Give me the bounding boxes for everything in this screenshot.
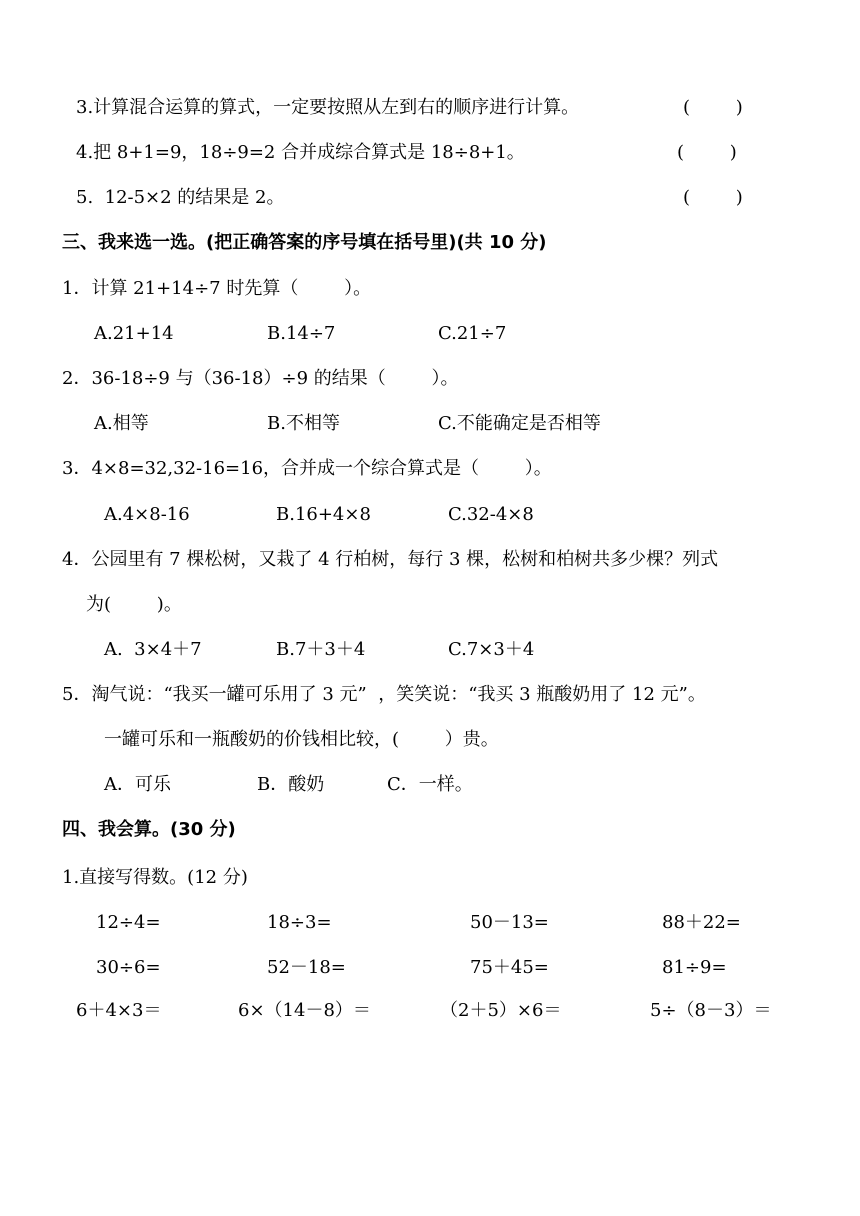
- calc-item: 18÷3=: [267, 912, 332, 933]
- option-b[interactable]: B.16+4×8: [276, 504, 371, 525]
- option-a[interactable]: A.21+14: [94, 323, 174, 344]
- answer-paren-5[interactable]: ( ): [683, 187, 743, 208]
- option-c[interactable]: C.21÷7: [438, 323, 507, 344]
- option-a[interactable]: A.相等: [94, 413, 149, 434]
- judge-item-5: 5. 12-5×2 的结果是 2。: [76, 187, 285, 208]
- option-a[interactable]: A.4×8-16: [104, 504, 190, 525]
- choice-question-3: 3．4×8=32,32-16=16，合并成一个综合算式是（ ）。: [62, 458, 552, 479]
- choice-question-1: 1．计算 21+14÷7 时先算（ ）。: [62, 278, 372, 299]
- option-b[interactable]: B.7＋3＋4: [276, 639, 366, 660]
- answer-paren-4[interactable]: ( ): [677, 142, 737, 163]
- calc-item: 6＋4×3＝: [76, 1000, 162, 1021]
- calc-item: （2＋5）×6＝: [440, 1000, 562, 1021]
- calc-item: 12÷4=: [96, 912, 161, 933]
- choice-question-2: 2．36-18÷9 与（36-18）÷9 的结果（ ）。: [62, 368, 459, 389]
- calc-item: 6×（14－8）＝: [238, 1000, 371, 1021]
- option-c[interactable]: C．一样。: [387, 774, 473, 795]
- calc-item: 52－18=: [267, 957, 346, 978]
- calc-item: 75＋45=: [470, 957, 549, 978]
- choice-question-5: 5．淘气说：“我买一罐可乐用了 3 元” ，笑笑说：“我买 3 瓶酸奶用了 12 元”。: [62, 684, 706, 705]
- option-c[interactable]: C.不能确定是否相等: [438, 413, 601, 434]
- judge-item-3: 3.计算混合运算的算式，一定要按照从左到右的顺序进行计算。: [76, 97, 580, 118]
- calc-item: 30÷6=: [96, 957, 161, 978]
- choice-question-5-cont: 一罐可乐和一瓶酸奶的价钱相比较，( ）贵。: [104, 729, 499, 750]
- option-c[interactable]: C.7×3＋4: [448, 639, 535, 660]
- section-heading-choose: 三、我来选一选。(把正确答案的序号填在括号里)(共 10 分): [62, 232, 547, 253]
- judge-item-4: 4.把 8+1=9，18÷9=2 合并成综合算式是 18÷8+1。: [76, 142, 525, 163]
- calc-item: 50－13=: [470, 912, 549, 933]
- calc-item: 5÷（8－3）＝: [650, 1000, 772, 1021]
- section-heading-calculate: 四、我会算。(30 分): [62, 819, 236, 840]
- choice-question-4: 4．公园里有 7 棵松树，又栽了 4 行柏树，每行 3 棵，松树和柏树共多少棵？列式: [62, 549, 719, 570]
- option-b[interactable]: B.不相等: [267, 413, 340, 434]
- option-c[interactable]: C.32-4×8: [448, 504, 534, 525]
- option-a[interactable]: A. 3×4＋7: [104, 639, 202, 660]
- option-b[interactable]: B.14÷7: [267, 323, 336, 344]
- option-b[interactable]: B．酸奶: [257, 774, 325, 795]
- choice-question-4-cont: 为( )。: [86, 594, 182, 615]
- subsection-direct-answer: 1.直接写得数。(12 分): [62, 867, 248, 888]
- option-a[interactable]: A．可乐: [104, 774, 171, 795]
- calc-item: 81÷9=: [662, 957, 727, 978]
- calc-item: 88＋22=: [662, 912, 741, 933]
- answer-paren-3[interactable]: ( ): [683, 97, 743, 118]
